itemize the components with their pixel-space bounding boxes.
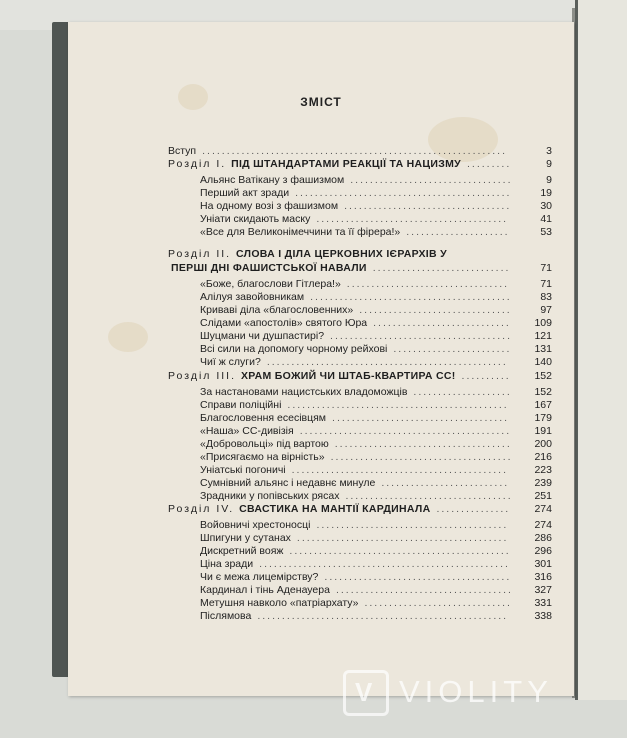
toc-row xyxy=(200,437,552,451)
book-cover-right xyxy=(575,0,627,700)
toc-section-row xyxy=(171,261,552,275)
toc-entry-title: Справи поліційні xyxy=(200,399,282,411)
toc-row xyxy=(200,531,552,545)
toc-section-row xyxy=(168,247,552,261)
dot-leader: ........................ xyxy=(393,343,512,355)
toc-page-number: 316 xyxy=(534,571,552,583)
toc-page-number: 191 xyxy=(534,425,552,437)
toc-entry-title: Сумнівний альянс і недавнє минуле xyxy=(200,477,376,489)
toc-entry-title: Зрадники у попівських рясах xyxy=(200,490,340,502)
toc-entry-title: «Боже, благослови Гітлера!» xyxy=(200,278,341,290)
toc-row xyxy=(200,225,552,239)
toc-page-number: 338 xyxy=(534,610,552,622)
toc-row xyxy=(200,277,552,291)
section-label: Розділ II. xyxy=(168,248,237,260)
toc-entry-title: Вступ xyxy=(168,145,197,157)
toc-row xyxy=(200,290,552,304)
dot-leader: ..................... xyxy=(406,226,510,238)
toc-page-number: 223 xyxy=(534,464,552,476)
watermark-text: VIOLITY xyxy=(399,674,553,709)
toc-page-number: 53 xyxy=(540,226,552,238)
dot-leader: .......... xyxy=(461,370,511,382)
dot-leader: ..................................... xyxy=(330,451,513,463)
toc-row xyxy=(200,398,552,412)
section-label: Розділ І. xyxy=(168,158,232,170)
toc-entry-title: Благословення есесівцям xyxy=(200,412,327,424)
toc-page-number: 286 xyxy=(534,532,552,544)
toc-page-number: 9 xyxy=(546,174,552,186)
toc-row xyxy=(200,411,552,425)
toc-page-number: 109 xyxy=(534,317,552,329)
dot-leader: ................................. xyxy=(350,174,513,186)
toc-page-number: 274 xyxy=(534,503,552,515)
toc-entry-title: «Наша» СС-дивізія xyxy=(200,425,294,437)
toc-page-number: 71 xyxy=(540,278,552,290)
toc-entry-title: Дискретний вояж xyxy=(200,545,284,557)
toc-entry-title: Чи є межа лицемірству? xyxy=(200,571,319,583)
dot-leader: ............... xyxy=(436,503,511,515)
toc-row xyxy=(200,489,552,503)
toc-entry-title: Чиї ж слуги? xyxy=(200,356,261,368)
toc-entry-title: Слідами «апостолів» святого Юра xyxy=(200,317,368,329)
toc-page-number: 167 xyxy=(534,399,552,411)
toc-row xyxy=(200,557,552,571)
dot-leader: .......................... xyxy=(381,477,510,489)
toc-row xyxy=(200,212,552,226)
dot-leader: ............................................. xyxy=(289,545,511,557)
dot-leader: ........................................... xyxy=(296,532,509,544)
toc-row xyxy=(200,570,552,584)
toc-row xyxy=(200,596,552,610)
toc-page-number: 152 xyxy=(534,386,552,398)
toc-page-number: 200 xyxy=(534,438,552,450)
toc-page-number: 97 xyxy=(540,304,552,316)
section-label: Розділ IV. xyxy=(168,503,240,515)
toc-entry-title: Шуцмани чи душпастирі? xyxy=(200,330,325,342)
dot-leader: .................................... xyxy=(335,584,513,596)
toc-section-row xyxy=(168,157,552,171)
dot-leader: ................................................... xyxy=(257,610,509,622)
toc-row xyxy=(200,609,552,623)
toc-page-number: 179 xyxy=(534,412,552,424)
section-heading: СВАСТИКА НА МАНТІЇ КАРДИНАЛА xyxy=(239,503,431,515)
section-heading: ПІД ШТАНДАРТАМИ РЕАКЦІЇ ТА НАЦИЗМУ xyxy=(231,158,462,170)
toc-page-number: 152 xyxy=(534,370,552,382)
dot-leader: .................................. xyxy=(345,490,513,502)
dot-leader: ............................................ xyxy=(291,464,508,476)
toc-page-number: 296 xyxy=(534,545,552,557)
toc-entry-title: Шпигуни у сутанах xyxy=(200,532,291,544)
dot-leader: .................................... xyxy=(334,438,512,450)
toc-page-number: 9 xyxy=(546,158,552,170)
toc-entry-title: «Все для Великонімеччини та її фірера!» xyxy=(200,226,401,238)
toc-section-title xyxy=(168,369,456,383)
contents-title: ЗМІСТ xyxy=(300,95,342,109)
dot-leader: ................................................... xyxy=(259,558,510,570)
watermark-logo-icon xyxy=(343,670,389,716)
dot-leader: ................................. xyxy=(346,278,510,290)
toc-page-number: 301 xyxy=(534,558,552,570)
dot-leader: ............................ xyxy=(373,317,511,329)
toc-page-number: 274 xyxy=(534,519,552,531)
toc-page-number: 331 xyxy=(534,597,552,609)
toc-entry-title: «Присягаємо на вірність» xyxy=(200,451,325,463)
dot-leader: ............................................. xyxy=(287,399,509,411)
watermark-logo: V xyxy=(355,677,373,707)
toc-page-number: 19 xyxy=(540,187,552,199)
toc-page-number: 131 xyxy=(534,343,552,355)
toc-page-number: 71 xyxy=(540,262,552,274)
toc-entry-title: Уніатські погоничі xyxy=(200,464,286,476)
toc-row xyxy=(200,583,552,597)
section-heading: ПЕРШІ ДНІ ФАШИСТСЬКОЇ НАВАЛИ xyxy=(171,262,367,274)
toc-row xyxy=(200,342,552,356)
toc-page-number: 30 xyxy=(540,200,552,212)
toc-entry-title: Всі сили на допомогу чорному рейхові xyxy=(200,343,388,355)
toc-row xyxy=(200,450,552,464)
toc-row xyxy=(200,329,552,343)
toc-section-row xyxy=(168,502,552,516)
toc-section-title xyxy=(168,247,447,261)
toc-entry-title: Метушня навколо «патріархату» xyxy=(200,597,359,609)
toc-entry-title: На одному возі з фашизмом xyxy=(200,200,339,212)
dot-leader: .................... xyxy=(413,386,512,398)
toc-row xyxy=(200,463,552,477)
toc-section-title xyxy=(168,157,461,171)
table-of-contents xyxy=(68,22,574,696)
toc-row xyxy=(200,186,552,200)
dot-leader: .................................. xyxy=(344,200,512,212)
toc-row xyxy=(200,544,552,558)
toc-page-number: 251 xyxy=(534,490,552,502)
toc-row xyxy=(200,316,552,330)
dot-leader: ............................... xyxy=(359,304,512,316)
dot-leader: ......................................... xyxy=(310,291,512,303)
toc-page-number: 41 xyxy=(540,213,552,225)
toc-entry-title: За настановами нацистських владоможців xyxy=(200,386,408,398)
section-label: Розділ III. xyxy=(168,370,241,382)
toc-page-number: 83 xyxy=(540,291,552,303)
toc-entry-title: Ціна зради xyxy=(200,558,254,570)
toc-row xyxy=(200,303,552,317)
section-heading: ХРАМ БОЖИЙ ЧИ ШТАБ-КВАРТИРА СС! xyxy=(240,370,456,382)
dot-leader: .............................. xyxy=(364,597,512,609)
toc-page-number: 140 xyxy=(534,356,552,368)
dot-leader: .............................................................. xyxy=(202,145,507,157)
dot-leader: ................................................. xyxy=(266,356,508,368)
toc-entry-title: Перший акт зради xyxy=(200,187,290,199)
dot-leader: ............................................ xyxy=(295,187,512,199)
toc-row xyxy=(200,518,552,532)
toc-row xyxy=(200,355,552,369)
toc-page-number: 3 xyxy=(546,145,552,157)
toc-row xyxy=(200,476,552,490)
toc-row xyxy=(168,144,552,158)
toc-section-title xyxy=(168,502,430,516)
toc-section-title xyxy=(171,261,367,275)
toc-row xyxy=(200,173,552,187)
dot-leader: ........................................... xyxy=(299,425,512,437)
toc-entry-title: Альянс Ватікану з фашизмом xyxy=(200,174,345,186)
dot-leader: .................................... xyxy=(332,412,510,424)
toc-page-number: 327 xyxy=(534,584,552,596)
toc-page-number: 121 xyxy=(534,330,552,342)
toc-entry-title: Післямова xyxy=(200,610,252,622)
dot-leader: ...................................... xyxy=(324,571,512,583)
toc-entry-title: «Добровольці» під вартою xyxy=(200,438,329,450)
toc-entry-title: Уніати скидають маску xyxy=(200,213,311,225)
dot-leader: ......... xyxy=(467,158,512,170)
book-page xyxy=(68,22,574,696)
toc-page-number: 216 xyxy=(534,451,552,463)
dot-leader: ............................ xyxy=(372,262,511,274)
toc-entry-title: Кардинал і тінь Аденауера xyxy=(200,584,330,596)
toc-entry-title: Алілуя завойовникам xyxy=(200,291,305,303)
section-heading: СЛОВА І ДІЛА ЦЕРКОВНИХ ІЄРАРХІВ У xyxy=(236,248,447,260)
toc-entry-title: Войовничі хрестоносці xyxy=(200,519,311,531)
dot-leader: ....................................... xyxy=(316,519,509,531)
toc-entry-title: Криваві діла «благословенних» xyxy=(200,304,354,316)
watermark xyxy=(343,666,603,718)
dot-leader: ..................................... xyxy=(330,330,512,342)
toc-row xyxy=(200,199,552,213)
toc-page-number: 239 xyxy=(534,477,552,489)
dot-leader: ....................................... xyxy=(316,213,509,225)
toc-row xyxy=(200,424,552,438)
toc-section-row xyxy=(168,369,552,383)
toc-row xyxy=(200,385,552,399)
